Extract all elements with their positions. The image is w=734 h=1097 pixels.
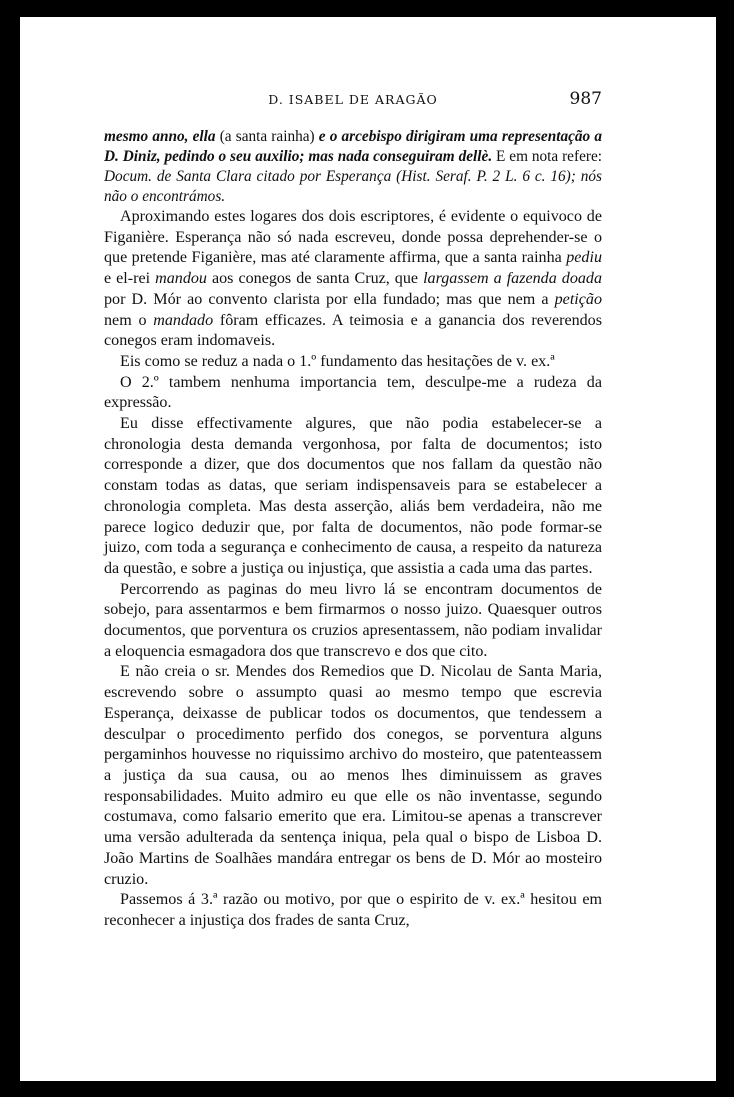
text-run: nem o — [104, 311, 154, 329]
italic-text: mandou — [155, 270, 207, 288]
text-run: Passemos á 3.ª razão ou motivo, por que o espirito de v. ex.ª hesitou em reconhecer a injustiça dos frades de santa Cruz, — [104, 891, 602, 929]
emphasized-quote: mesmo anno, ella — [104, 128, 216, 145]
emphasized-quote: e o arcebispo dirigiram uma representação a D. Diniz, pedindo o seu auxilio; mas nada conseguiram dellè. — [104, 128, 602, 165]
text-run: fôram efficazes. A teimosia e a ganancia dos reverendos conegos eram indomaveis. — [104, 311, 602, 350]
text-run: E não creia o sr. Mendes dos Remedios que D. Nicolau de Santa Maria, escrevendo sobre o assumpto quasi ao mesmo tempo que escrevia Esperança, deixasse de publicar todos os documentos, que tendessem a desculpar o procedimento perfido dos conegos, se porventura alguns pergaminhos houvesse no riquissimo archivo do mosteiro, que patenteassem a justiça da sua causa, ou ao menos lhes diminuissem as graves responsabilidades. Muito admiro eu que elle os não inventasse, segundo costumava, como falsario emerito que era. Limitou-se apenas a transcrever uma versão adulterada da sentença iniqua, pela qual o bispo de Lisboa D. João Martins de Soalhães mandára entregar os bens de D. Mór ao mosteiro cruzio. — [104, 663, 602, 888]
text-run: O 2.º tambem nenhuma importancia tem, desculpe-me a rudeza da expressão. — [104, 373, 602, 412]
text-run: Percorrendo as paginas do meu livro lá se encontram documentos de sobejo, para assentarmos e bem firmarmos o nosso juizo. Quaesquer outros documentos, que porventura os cruzios apresentassem, não podiam invalidar a eloquencia esmagadora dos que transcrevo e dos que cito. — [104, 580, 602, 660]
text-run: por D. Mór ao convento clarista por ella fundado; mas que nem a — [104, 290, 555, 308]
paragraph — [104, 580, 602, 663]
italic-text: mandado — [153, 311, 214, 329]
body-text — [104, 127, 602, 932]
paragraph — [104, 352, 602, 373]
paragraph — [104, 373, 602, 414]
italic-text: petição — [554, 290, 602, 308]
paragraph — [104, 890, 602, 931]
text-run: Eu disse effectivamente algures, que não podia estabelecer-se a chronologia desta demanda vergonhosa, por falta de documentos; isto corresponde a dizer, que dos documentos que nos fallam da questão não constam todas as datas, que seriam indispensaveis para se estabelecer a chronologia completa. Mas desta asserção, aliás bem verdadeira, não me parece logico deduzir que, por falta de documentos, não pode formar-se juizo, com toda a segurança e conhecimento de causa, a respeito da natureza da questão, e sobre a justiça ou injustiça, que assistia a cada uma das partes. — [104, 415, 602, 577]
italic-text: Docum. de Santa Clara citado por Esperança (Hist. Seraf. P. 2 L. 6 c. 16); nós não o encontrámos. — [104, 168, 602, 205]
book-page — [20, 17, 716, 1081]
text-run: (a santa rainha) — [215, 128, 319, 145]
running-title: D. ISABEL DE ARAGÃO — [268, 92, 438, 107]
text-run: Aproximando estes logares dos dois escriptores, é evidente o equivoco de Figanière. Esperança não só nada escreveu, donde possa deprehender-se o que pretende Figanière, mas até claramente affirma, que a santa rainha — [104, 208, 602, 267]
page-header — [104, 89, 602, 113]
paragraph — [104, 127, 602, 207]
page-number: 987 — [569, 89, 602, 109]
paragraph — [104, 662, 602, 890]
text-run: e el-rei — [104, 270, 156, 288]
paragraph — [104, 207, 602, 352]
text-run: Eis como se reduz a nada o 1.º fundamento das hesitações de v. ex.ª — [120, 352, 555, 370]
paragraph — [104, 414, 602, 580]
italic-text: pediu — [566, 249, 602, 267]
italic-text: largassem a fazenda doada — [423, 270, 603, 288]
text-run: aos conegos de santa Cruz, que — [206, 270, 424, 288]
text-run: E em nota refere: — [492, 148, 602, 165]
